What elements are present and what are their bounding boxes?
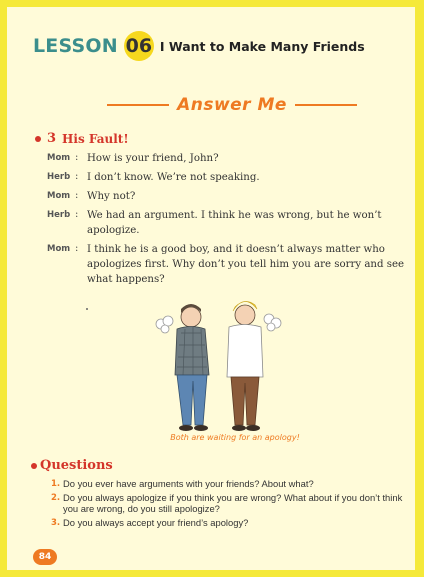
question-text: Do you always accept your friend’s apology? xyxy=(63,516,249,528)
speech-text: How is your friend, John? xyxy=(87,153,219,164)
speaker-colon: : xyxy=(75,243,79,254)
questions-list xyxy=(51,478,413,530)
speaker-name: Mom xyxy=(47,244,71,254)
dialogue-line xyxy=(47,151,417,166)
dialogue-line xyxy=(47,189,417,204)
question-number: 3. xyxy=(51,517,61,528)
huff-cloud-right-icon xyxy=(264,314,281,331)
story-number: 3 xyxy=(47,131,57,146)
question-item xyxy=(51,517,413,529)
question-number: 1. xyxy=(51,479,61,489)
speaker-name: Herb xyxy=(47,210,71,220)
speaker-colon: : xyxy=(75,152,79,163)
speaker-colon: : xyxy=(75,190,79,201)
dialogue-line xyxy=(47,242,417,287)
boy-right-figure xyxy=(227,301,263,431)
question-item xyxy=(51,478,413,490)
title-rule-left xyxy=(107,104,169,106)
speech-text: We had an argument. I think he was wrong, but he won’t apologize. xyxy=(87,210,382,236)
questions-title: Questions xyxy=(40,458,113,473)
boy-left-figure xyxy=(175,304,209,431)
lesson-number-badge: 06 xyxy=(124,31,154,61)
speech-text: I don’t know. We’re not speaking. xyxy=(87,172,260,183)
two-boys-illustration xyxy=(147,297,297,437)
bullet-dot-icon xyxy=(31,463,37,469)
question-item xyxy=(51,492,413,515)
speaker-name: Herb xyxy=(47,172,71,182)
story-title: His Fault! xyxy=(62,131,129,146)
question-text: Do you ever have arguments with your friends? About what? xyxy=(63,478,314,489)
question-text: Do you always apologize if you think you are wrong? What about if you don’t think you are wrong, do you still apologize? xyxy=(63,491,403,514)
section-title xyxy=(107,95,357,115)
bullet-dot-icon xyxy=(35,136,41,142)
lesson-title: I Want to Make Many Friends xyxy=(159,38,365,54)
speaker-colon: : xyxy=(75,209,79,220)
question-number: 2. xyxy=(51,492,61,503)
questions-heading xyxy=(31,458,113,473)
section-title-text: Answer Me xyxy=(177,95,287,115)
dialogue xyxy=(47,151,417,291)
speech-text: I think he is a good boy, and it doesn’t always matter who apologizes first. Why don’t you tell him you are sorry and see what happens? xyxy=(87,244,404,285)
title-rule-right xyxy=(295,104,357,106)
speech-text: Why not? xyxy=(87,191,136,202)
lesson-label: LESSON xyxy=(33,35,118,57)
page-number-badge: 84 xyxy=(33,549,57,565)
dialogue-line xyxy=(47,208,417,238)
story-heading xyxy=(35,131,129,146)
caption-text: Both are waiting for an apology! xyxy=(170,433,300,442)
speaker-name: Mom xyxy=(47,153,71,163)
speaker-colon: : xyxy=(75,171,79,182)
illustration-caption xyxy=(7,433,424,442)
speaker-name: Mom xyxy=(47,191,71,201)
lesson-header xyxy=(33,29,365,63)
stray-mark xyxy=(86,308,88,310)
dialogue-line xyxy=(47,170,417,185)
huff-cloud-left-icon xyxy=(156,316,173,333)
